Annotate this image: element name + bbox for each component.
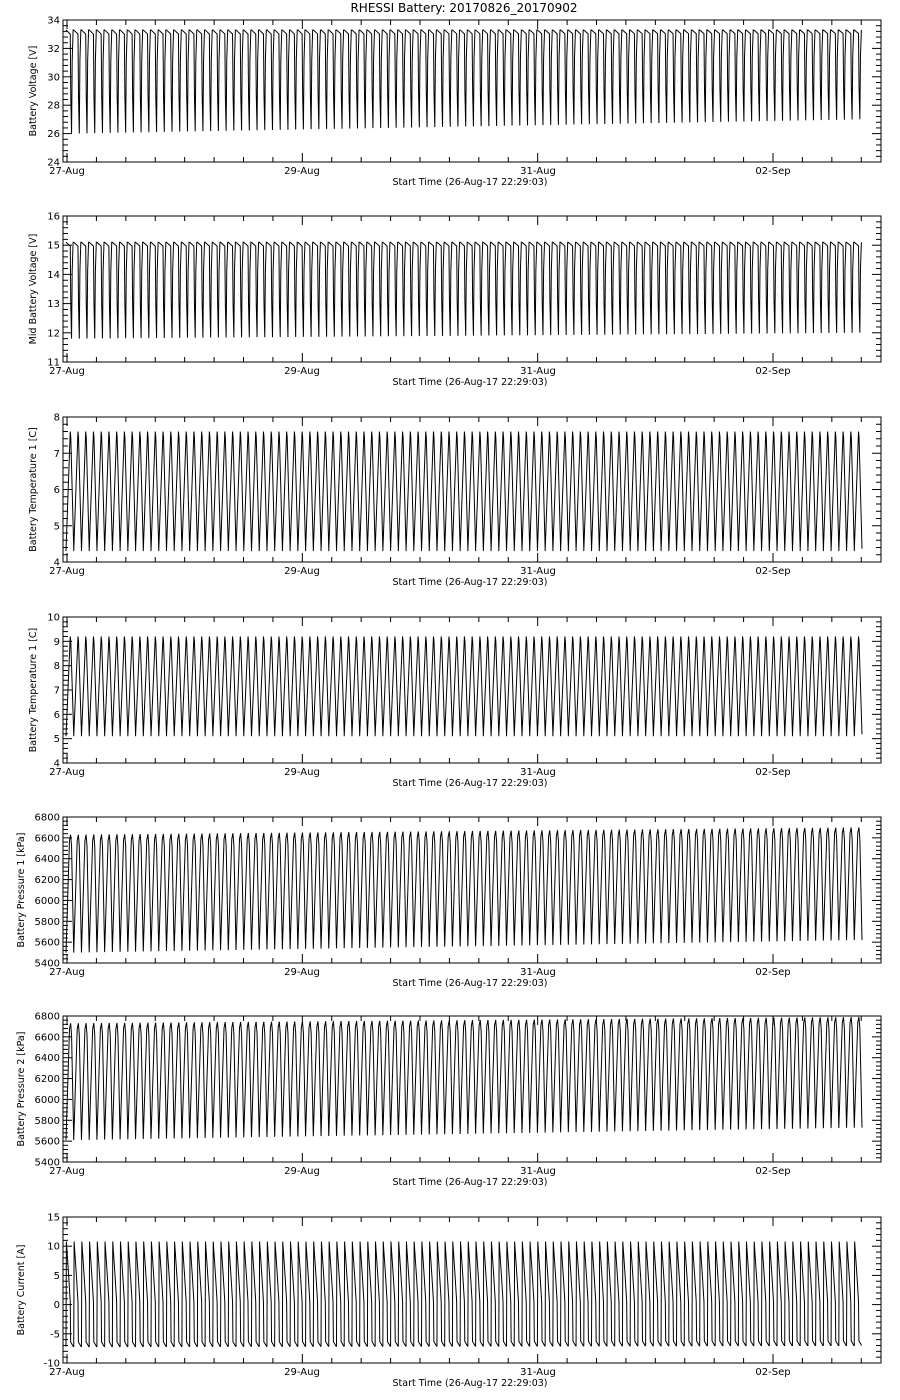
x-tick-label: 27-Aug [49, 166, 85, 177]
y-tick-label: 4 [53, 557, 60, 569]
y-tick-label: 5600 [34, 937, 60, 949]
y-tick-label: 28 [47, 100, 60, 112]
y-tick-label: 34 [47, 15, 60, 27]
x-axis-title: Start Time (26-Aug-17 22:29:03) [392, 377, 548, 388]
x-axis-title: Start Time (26-Aug-17 22:29:03) [392, 978, 548, 989]
y-tick-label: 5600 [34, 1136, 60, 1148]
x-tick-label: 27-Aug [49, 967, 85, 978]
y-tick-label: 6800 [34, 812, 60, 824]
x-tick-label: 02-Sep [755, 166, 791, 177]
y-axis-title: Mid Battery Voltage [V] [28, 233, 39, 345]
panel-3 [28, 413, 881, 589]
y-tick-label: 8 [53, 661, 60, 673]
y-tick-label: 11 [47, 357, 60, 369]
y-tick-label: 6600 [34, 1032, 60, 1044]
y-tick-label: 5 [53, 734, 60, 746]
y-axis-title: Battery Pressure 1 [kPa] [16, 832, 27, 948]
y-tick-label: 6600 [34, 833, 60, 845]
x-tick-label: 27-Aug [49, 767, 85, 778]
x-tick-label: 31-Aug [520, 967, 556, 978]
y-tick-label: 7 [53, 685, 60, 697]
y-tick-label: 5400 [34, 958, 60, 970]
y-tick-label: 15 [47, 240, 60, 252]
x-tick-label: 02-Sep [755, 967, 791, 978]
y-tick-label: 6800 [34, 1011, 60, 1023]
panel-5 [16, 813, 881, 990]
x-tick-label: 31-Aug [520, 166, 556, 177]
y-tick-label: 6 [53, 485, 60, 496]
y-tick-label: 5800 [34, 916, 60, 928]
y-axis-title: Battery Current [A] [16, 1244, 27, 1336]
y-tick-label: 6200 [34, 875, 60, 887]
x-tick-label: 27-Aug [49, 1166, 85, 1177]
y-tick-label: -10 [43, 1358, 60, 1370]
x-tick-label: 27-Aug [49, 366, 85, 377]
y-tick-label: 30 [47, 72, 60, 84]
y-tick-label: 5 [53, 1270, 60, 1282]
y-tick-label: 8 [53, 412, 60, 424]
x-axis-title: Start Time (26-Aug-17 22:29:03) [392, 577, 548, 588]
chart-title: RHESSI Battery: 20170826_20170902 [350, 1, 578, 15]
panel-4 [28, 613, 881, 790]
x-tick-label: 31-Aug [520, 1367, 556, 1378]
y-tick-label: 24 [47, 157, 60, 169]
y-tick-label: 5400 [34, 1157, 60, 1169]
y-axis-title: Battery Pressure 2 [kPa] [16, 1031, 27, 1147]
y-tick-label: 6000 [34, 1094, 60, 1106]
y-tick-label: 0 [53, 1300, 60, 1312]
series-line [66, 242, 861, 338]
x-tick-label: 29-Aug [284, 566, 320, 577]
y-tick-label: 6 [53, 709, 60, 721]
y-tick-label: 6400 [34, 1053, 60, 1065]
x-tick-label: 02-Sep [755, 767, 791, 778]
y-tick-label: 10 [47, 1241, 60, 1253]
y-tick-label: 6000 [34, 895, 60, 907]
y-tick-label: 26 [47, 129, 60, 141]
x-tick-label: 29-Aug [284, 767, 320, 778]
x-tick-label: 31-Aug [520, 1166, 556, 1177]
x-tick-label: 29-Aug [284, 166, 320, 177]
series-line [66, 30, 861, 134]
y-tick-label: 6200 [34, 1074, 60, 1086]
panels-group [16, 16, 881, 1390]
y-tick-label: 5 [53, 521, 60, 533]
y-tick-label: 14 [47, 269, 60, 281]
x-tick-label: 29-Aug [284, 1367, 320, 1378]
x-axis-title: Start Time (26-Aug-17 22:29:03) [392, 1177, 548, 1188]
x-tick-label: 31-Aug [520, 767, 556, 778]
panel-1 [28, 16, 881, 189]
series-line [66, 1242, 862, 1347]
series-line [66, 1017, 862, 1140]
y-tick-label: 9 [53, 636, 60, 648]
y-tick-label: 10 [47, 612, 60, 624]
y-tick-label: 5800 [34, 1115, 60, 1127]
x-tick-label: 02-Sep [755, 566, 791, 577]
x-tick-label: 02-Sep [755, 366, 791, 377]
x-tick-label: 29-Aug [284, 366, 320, 377]
y-tick-label: -5 [50, 1329, 60, 1341]
series-line [66, 432, 862, 552]
y-tick-label: 7 [53, 448, 60, 460]
series-line [66, 636, 862, 736]
x-tick-label: 02-Sep [755, 1367, 791, 1378]
y-tick-label: 15 [47, 1212, 60, 1224]
y-axis-title: Battery Temperature 1 [C] [28, 627, 39, 753]
x-tick-label: 31-Aug [520, 566, 556, 577]
y-tick-label: 32 [47, 43, 60, 55]
plot-frame [63, 1016, 881, 1162]
panel-7 [16, 1213, 881, 1390]
x-tick-label: 27-Aug [49, 566, 85, 577]
panel-6 [16, 1012, 881, 1189]
y-tick-label: 4 [53, 758, 60, 770]
x-tick-label: 27-Aug [49, 1367, 85, 1378]
panel-2 [28, 212, 881, 389]
y-tick-label: 6400 [34, 854, 60, 866]
y-tick-label: 16 [47, 211, 60, 223]
x-axis-title: Start Time (26-Aug-17 22:29:03) [392, 778, 548, 789]
y-axis-title: Battery Voltage [V] [28, 45, 39, 137]
y-tick-label: 12 [47, 328, 60, 340]
x-tick-label: 29-Aug [284, 1166, 320, 1177]
x-tick-label: 31-Aug [520, 366, 556, 377]
x-tick-label: 02-Sep [755, 1166, 791, 1177]
series-line [66, 827, 862, 952]
x-tick-label: 29-Aug [284, 967, 320, 978]
y-axis-title: Battery Temperature 1 [C] [28, 427, 39, 552]
y-tick-label: 13 [47, 299, 60, 311]
x-axis-title: Start Time (26-Aug-17 22:29:03) [392, 1378, 548, 1389]
x-axis-title: Start Time (26-Aug-17 22:29:03) [392, 177, 548, 188]
